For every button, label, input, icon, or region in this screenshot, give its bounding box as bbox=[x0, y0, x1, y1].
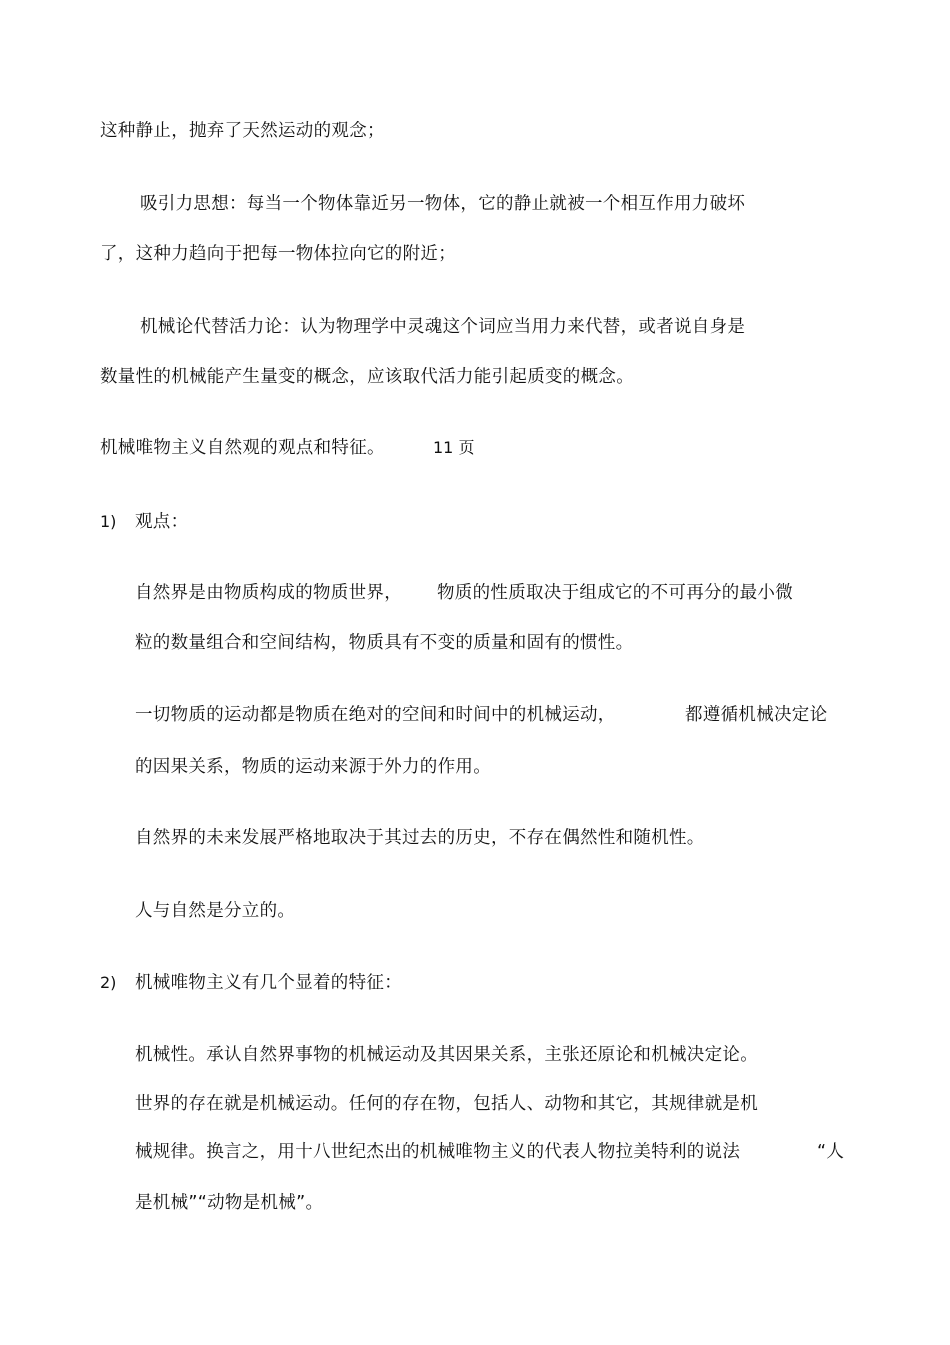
paragraph-line: 机械论代替活力论：认为物理学中灵魂这个词应当用力来代替，或者说自身是 bbox=[140, 317, 746, 337]
paragraph-line: 物质的性质取决于组成它的不可再分的最小微 bbox=[437, 583, 793, 603]
paragraph-line: 人与自然是分立的。 bbox=[135, 901, 296, 921]
paragraph-line: 是机械”“动物是机械”。 bbox=[135, 1193, 324, 1213]
paragraph-line: 数量性的机械能产生量变的概念，应该取代活力能引起质变的概念。 bbox=[100, 367, 634, 387]
paragraph-line: 世界的存在就是机械运动。任何的存在物，包括人、动物和其它，其规律就是机 bbox=[135, 1094, 758, 1114]
section-heading: 机械唯物主义自然观的观点和特征。 bbox=[100, 438, 385, 458]
paragraph-line: 自然界是由物质构成的物质世界， bbox=[135, 583, 402, 603]
paragraph-line: 吸引力思想：每当一个物体靠近另一物体，它的静止就被一个相互作用力破坏 bbox=[140, 194, 746, 214]
paragraph-line: 都遵循机械决定论 bbox=[685, 705, 828, 725]
paragraph-line: 了，这种力趋向于把每一物体拉向它的附近； bbox=[100, 244, 456, 264]
paragraph-line: “人 bbox=[817, 1142, 845, 1162]
paragraph-line: 的因果关系，物质的运动来源于外力的作用。 bbox=[135, 757, 491, 777]
list-heading: 观点： bbox=[135, 512, 189, 532]
paragraph-line: 械规律。换言之，用十八世纪杰出的机械唯物主义的代表人物拉美特利的说法 bbox=[135, 1142, 741, 1162]
list-heading: 机械唯物主义有几个显着的特征： bbox=[135, 973, 402, 993]
list-number: 1) bbox=[100, 512, 117, 531]
paragraph-line: 一切物质的运动都是物质在绝对的空间和时间中的机械运动， bbox=[135, 705, 616, 725]
page-reference: 11 页 bbox=[433, 438, 475, 457]
paragraph-line: 机械性。承认自然界事物的机械运动及其因果关系，主张还原论和机械决定论。 bbox=[135, 1045, 758, 1065]
list-number: 2) bbox=[100, 973, 117, 992]
paragraph-line: 这种静止，抛弃了天然运动的观念； bbox=[100, 121, 385, 141]
paragraph-line: 自然界的未来发展严格地取决于其过去的历史，不存在偶然性和随机性。 bbox=[135, 828, 705, 848]
paragraph-line: 粒的数量组合和空间结构，物质具有不变的质量和固有的惯性。 bbox=[135, 633, 634, 653]
